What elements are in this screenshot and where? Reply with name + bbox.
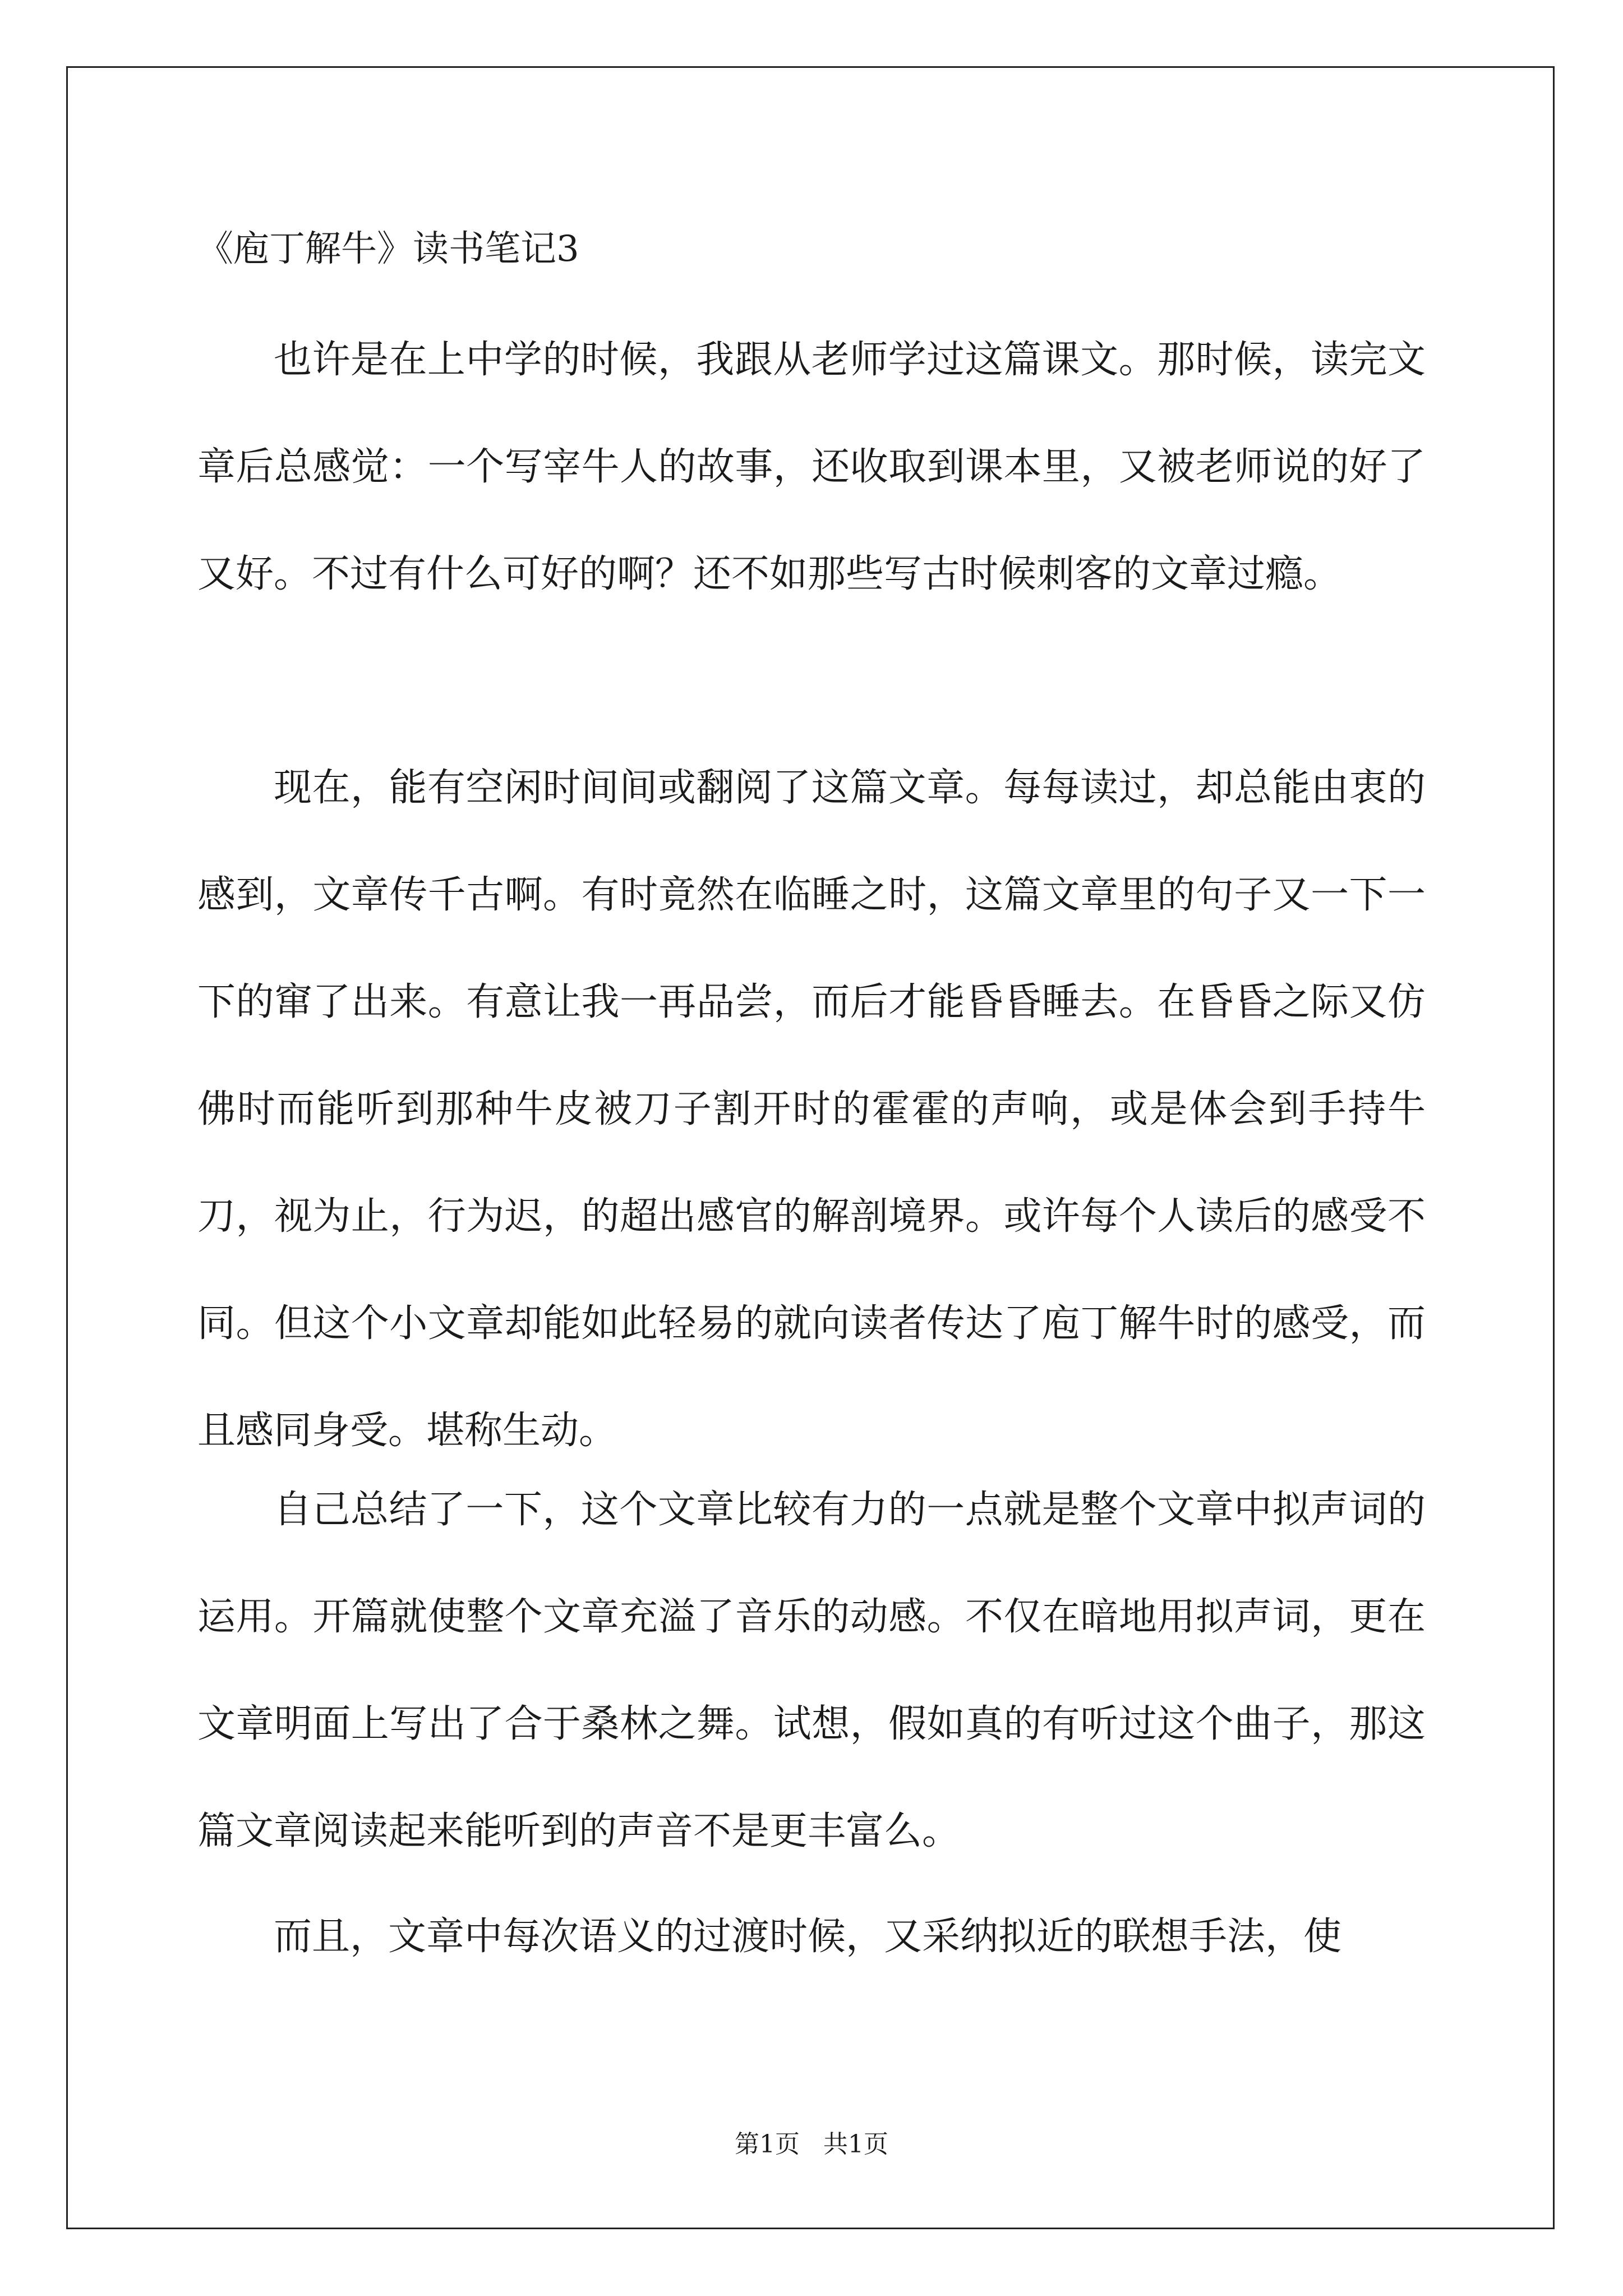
page-footer: 第1页 共1页: [735, 2130, 888, 2159]
document-title: 《庖丁解牛》读书笔记3: [197, 228, 579, 270]
paragraph-2: 现在，能有空闲时间间或翻阅了这篇文章。每每读过，却总能由衷的感到，文章传千古啊。有时竟然在临睡之时，这篇文章里的句子又一下一下的窜了出来。有意让我一再品尝，而后才能昏昏睡去。在昏昏之际又仿佛时而能听到那种牛皮被刀子割开时的霍霍的声响，或是体会到手持牛刀，视为止，行为迟，的超出感官的解剖境界。或许每个人读后的感受不同。但这个小文章却能如此轻易的就向读者传达了庖丁解牛时的感受，而且感同身受。堪称生动。: [197, 766, 1426, 1453]
paragraph-1: 也许是在上中学的时候，我跟从老师学过这篇课文。那时候，读完文章后总感觉：一个写宰牛人的故事，还收取到课本里，又被老师说的好了又好。不过有什么可好的啊？还不如那些写古时候刺客的文章过瘾。: [197, 338, 1426, 596]
paragraph-3: 自己总结了一下，这个文章比较有力的一点就是整个文章中拟声词的运用。开篇就使整个文章充溢了音乐的动感。不仅在暗地用拟声词，更在文章明面上写出了合于桑林之舞。试想，假如真的有听过这个曲子，那这篇文章阅读起来能听到的声音不是更丰富么。: [197, 1488, 1426, 1853]
paragraph-4: 而且，文章中每次语义的过渡时候，又采纳拟近的联想手法，使: [274, 1915, 1342, 1959]
